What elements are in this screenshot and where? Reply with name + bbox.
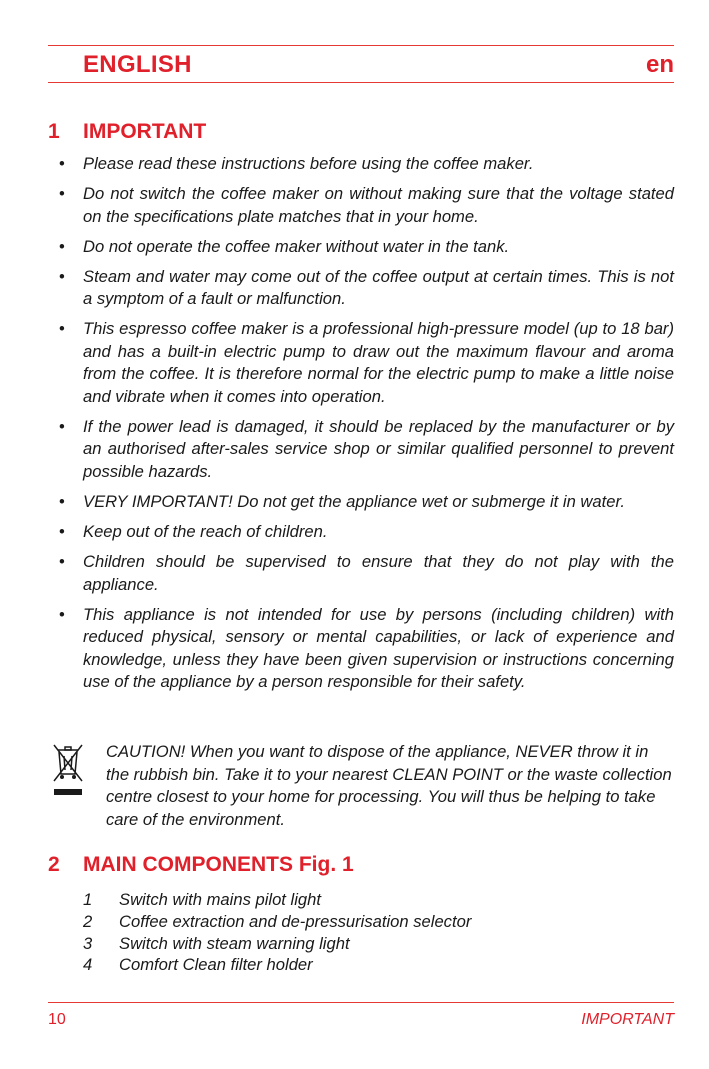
bullet-dot: • [59, 522, 65, 542]
language-header: ENGLISH [83, 51, 192, 78]
bullet-dot: • [59, 154, 65, 173]
list-item-text: Please read these instructions before using the coffee maker. [83, 154, 534, 173]
list-item-text: Do not switch the coffee maker on without making sure that the voltage stated on the specifications plate matches that in your home. [83, 184, 674, 226]
list-item [59, 551, 674, 596]
component-label: Switch with mains pilot light [119, 890, 321, 909]
list-item-text: Do not operate the coffee maker without water in the tank. [83, 236, 510, 256]
list-item-text: Steam and water may come out of the coffee output at certain times. This is not a symptom of a fault or malfunction. [83, 266, 674, 309]
list-item-text: This espresso coffee maker is a professional high-pressure model (up to 18 bar) and has a built-in electric pump to draw out the maximum flavour and aroma from the coffee. It is therefore normal for the electric pump to make a little noise and vibrate when it comes into operation. [83, 319, 674, 406]
component-item [83, 933, 471, 955]
component-label: Coffee extraction and de-pressurisation selector [119, 911, 472, 931]
component-item [83, 911, 471, 933]
crossed-out-wheelie-bin-icon [48, 741, 106, 831]
header-top-rule [48, 45, 674, 46]
component-number: 4 [83, 955, 93, 975]
list-item-text: Keep out of the reach of children. [83, 522, 328, 542]
list-item [59, 416, 674, 484]
page-number: 10 [48, 1011, 66, 1028]
bullet-dot: • [59, 492, 65, 512]
component-label: Switch with steam warning light [119, 933, 350, 953]
section-2-title: MAIN COMPONENTS Fig. 1 [83, 853, 354, 876]
section-2-number: 2 [48, 853, 60, 876]
component-number: 1 [83, 890, 93, 909]
component-item [83, 889, 471, 911]
disposal-caution [48, 741, 674, 831]
bullet-dot: • [59, 236, 65, 256]
list-item [59, 183, 674, 228]
component-number: 2 [83, 911, 93, 931]
component-number: 3 [83, 933, 93, 953]
list-item [59, 318, 674, 408]
list-item [59, 153, 674, 176]
list-item [59, 491, 674, 514]
list-item-text: VERY IMPORTANT! Do not get the appliance wet or submerge it in water. [83, 492, 625, 512]
bullet-dot: • [59, 184, 65, 204]
list-item-text: This appliance is not intended for use by persons (including children) with reduced physical, sensory or mental capabilities, or lack of experience and knowledge, unless they have been given supervision or instructions concerning use of the appliance by a person responsible for their safety. [83, 604, 674, 692]
bullet-dot: • [59, 416, 65, 436]
bullet-dot: • [59, 552, 65, 572]
list-item [59, 521, 674, 544]
caution-text: CAUTION! When you want to dispose of the appliance, NEVER throw it in the rubbish bin. Take it to your nearest CLEAN POINT or the waste collection centre closest to your home for processing. You will thus be helping to take care of the environment. [106, 742, 672, 829]
list-item-text: If the power lead is damaged, it should be replaced by the manufacturer or by an authorised after-sales service shop or similar qualified personnel to prevent possible hazards. [83, 416, 674, 481]
footer-rule [48, 1002, 674, 1003]
footer-section-label: IMPORTANT [581, 1011, 674, 1028]
list-item-text: Children should be supervised to ensure that they do not play with the appliance. [83, 552, 674, 594]
language-code: en [645, 51, 674, 78]
components-list [83, 889, 471, 976]
component-label: Comfort Clean filter holder [119, 955, 313, 975]
header-bottom-rule [48, 82, 674, 83]
list-item [59, 266, 674, 311]
component-item [83, 954, 471, 976]
bullet-dot: • [59, 266, 65, 286]
section-1-title: IMPORTANT [83, 120, 207, 143]
section-1-number: 1 [48, 120, 60, 143]
list-item [59, 236, 674, 259]
bullet-dot: • [59, 604, 65, 624]
bullet-dot: • [59, 319, 65, 339]
list-item [59, 604, 674, 694]
important-list [59, 153, 674, 701]
